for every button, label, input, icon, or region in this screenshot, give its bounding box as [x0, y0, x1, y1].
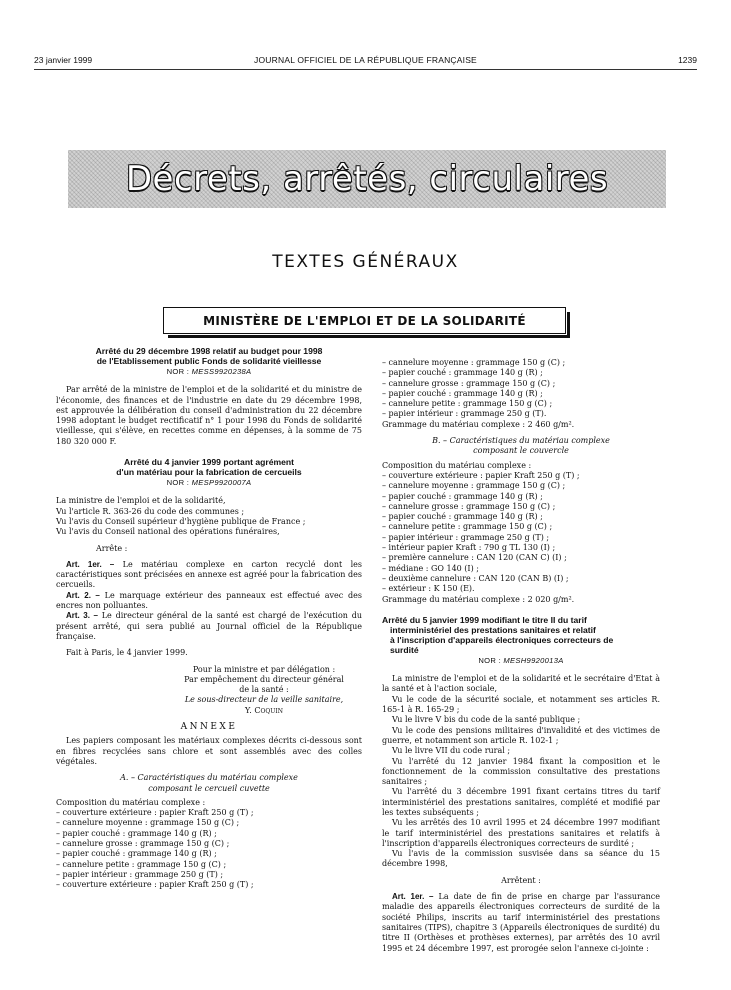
nor-label: NOR :: [166, 478, 190, 488]
subheading-line: composant le couvercle: [473, 446, 569, 456]
page-header: [34, 55, 697, 69]
article-label: Art. 1er. –: [66, 559, 115, 569]
list-item: – papier couché : grammage 140 g (R) ;: [382, 491, 543, 501]
article-paragraph: [56, 560, 362, 591]
composition-title: Composition du matériau complexe :: [56, 797, 206, 807]
nor-reference: [56, 367, 362, 377]
fait-line: Fait à Paris, le 4 janvier 1999.: [66, 648, 188, 658]
subheading-line: B. – Caractéristiques du matériau complexe: [432, 436, 610, 446]
list-item: – cannelure grosse : grammage 150 g (C) ;: [56, 838, 230, 848]
list-item: – papier couché : grammage 140 g (R) ;: [56, 828, 217, 838]
list-item: – papier couché : grammage 140 g (R) ;: [382, 368, 543, 378]
article-title-line: à l'inscription d'appareils électroniques correcteurs de: [390, 634, 614, 645]
visa-line: Vu le livre V bis du code de la santé publique ;: [392, 715, 581, 725]
visa-list: [56, 496, 362, 537]
nor-label: NOR :: [478, 655, 501, 665]
list-item: – papier couché : grammage 140 g (R) ;: [382, 388, 543, 398]
list-item: – cannelure moyenne : grammage 150 g (C) ;: [382, 358, 566, 367]
article-paragraph: [56, 611, 362, 642]
paragraph: La ministre de l'emploi et de la solidarité et le secrétaire d'Etat à la santé et à l'action sociale,: [382, 674, 660, 694]
visa-line: Vu l'avis du Conseil supérieur d'hygiène publique de France ;: [56, 516, 306, 526]
ministry-name: MINISTÈRE DE L'EMPLOI ET DE LA SOLIDARITÉ: [203, 313, 526, 328]
visa-line: Vu les arrêtés des 10 avril 1995 et 24 décembre 1997 modifiant le tarif interministériel des prestations sanitaires et relatifs à l'inscription d'appareils électroniques correcteurs de surdité ;: [382, 818, 660, 848]
article-text: La date de fin de prise en charge par l'assurance maladie des appareils électroniques correcteurs de surdité de la société Philips, inscrits au tarif interministériel des prestations sanitaires (TIPS), chapitre 3 (Appareils électroniques de surdité) du titre II (Orthèses et prothèses externes), par arrêtés des 10 avril 1995 et 24 décembre 1997, est prorogée selon l'annexe ci-jointe :: [382, 892, 661, 953]
header-rule: [34, 69, 697, 70]
visa-line: Vu l'article R. 363-26 du code des communes ;: [56, 506, 245, 516]
list-item: – cannelure grosse : grammage 150 g (C) ;: [382, 378, 556, 388]
banner-title: Décrets, arrêtés, circulaires: [125, 159, 609, 199]
list-item: – cannelure moyenne : grammage 150 g (C) ;: [56, 818, 240, 828]
subheading-line: A. – Caractéristiques du matériau complexe: [120, 773, 298, 783]
nor-code: MESH9920013A: [503, 655, 564, 665]
list-item: – cannelure petite : grammage 150 g (C) ;: [382, 399, 553, 409]
page-number: 1239: [678, 55, 697, 65]
list-item: – papier intérieur : grammage 250 g (T) ;: [56, 869, 224, 879]
header-date: 23 janvier 1999: [34, 55, 93, 65]
list-item: – papier couché : grammage 140 g (R) ;: [56, 849, 217, 859]
grammage-line: Grammage du matériau complexe : 2 020 g/m².: [382, 594, 575, 604]
list-item: – cannelure petite : grammage 150 g (C) ;: [382, 522, 553, 532]
nor-reference: [382, 656, 660, 666]
visa-line: Vu le code des pensions militaires d'invalidité et des victimes de guerre, et notamment son article R. 102-1 ;: [382, 725, 660, 745]
visa-line: Vu l'arrêté du 3 décembre 1991 fixant certains titres du tarif interministériel des prestations sanitaires, complété et modifié par les textes subséquents ;: [382, 787, 660, 817]
article-title: [56, 457, 362, 477]
paragraph: Par arrêté de la ministre de l'emploi et de la solidarité et du ministre de l'économie, des finances et de l'industrie en date du 29 décembre 1998, est approuvée la délibération du conseil d'administration du 22 décembre 1998 adoptant le budget rectificatif n° 1 pour 1998 du Fonds de solidarité vieillesse, qui s'élève, en recettes comme en dépenses, à la somme de 75 180 320 000 F.: [56, 385, 362, 446]
list-item: – cannelure petite : grammage 150 g (C) ;: [56, 859, 227, 869]
nor-code: MESP9920007A: [191, 478, 252, 488]
signer-name: Y. Coquin: [245, 705, 283, 715]
list-item: – cannelure grosse : grammage 150 g (C) ;: [382, 501, 556, 511]
left-column: [56, 346, 362, 890]
right-column: [382, 358, 660, 954]
section-title: TEXTES GÉNÉRAUX: [272, 252, 459, 272]
list-item: – deuxième cannelure : CAN 120 (CAN B) (I) ;: [382, 573, 569, 583]
list-item: – médiane : GO 140 (I) ;: [382, 563, 479, 573]
article-label: Art. 3. –: [66, 611, 98, 621]
list-item: – papier intérieur : grammage 250 g (T) ;: [382, 532, 550, 542]
ministry-box: [163, 307, 566, 334]
visa-line: Vu le code de la sécurité sociale, et notamment ses articles R. 165-1 à R. 165-29 ;: [382, 694, 660, 715]
banner: [68, 150, 666, 208]
list-item: – extérieur : K 150 (E).: [382, 584, 475, 594]
grammage-line: Grammage du matériau complexe : 2 460 g/m².: [382, 419, 575, 429]
article-title-line: Arrêté du 5 janvier 1999 modifiant le titre II du tarif: [382, 614, 587, 625]
composition-title: Composition du matériau complexe :: [382, 460, 532, 470]
paragraph: Les papiers composant les matériaux complexes décrits ci-dessous sont en fibres recyclées sans chlore et sont assemblés avec des colles végétales.: [56, 736, 362, 766]
visa-line: Vu le livre VII du code rural ;: [392, 746, 511, 756]
visa-line: La ministre de l'emploi et de la solidarité,: [56, 496, 226, 506]
article-title-line: Arrêté du 4 janvier 1999 portant agrément: [123, 457, 295, 468]
article-text: Le matériau complexe en carton recyclé dont les caractéristiques sont précisées en annexe est agréé pour la fabrication des cercueils.: [56, 559, 363, 590]
nor-reference: [56, 478, 362, 488]
article-title: [382, 615, 660, 655]
article-title: [56, 346, 362, 366]
list-item: – papier couché : grammage 140 g (R) ;: [382, 512, 543, 522]
article-label: Art. 1er. –: [392, 892, 434, 902]
article-paragraph: [56, 591, 362, 612]
article-title-line: de l'Etablissement public Fonds de solidarité vieillesse: [96, 356, 322, 366]
annex-subheading: [56, 773, 362, 794]
signer-title: Le sous-directeur de la veille sanitaire,: [184, 695, 344, 705]
signature-line: de la santé :: [239, 685, 289, 695]
article-title-line: Arrêté du 29 décembre 1998 relatif au budget pour 1998: [95, 346, 323, 356]
article-title-line: interministériel des prestations sanitaires et relatif: [390, 624, 596, 635]
arrete-heading: Arrête :: [96, 543, 128, 553]
article-label: Art. 2. –: [66, 590, 100, 600]
composition-list: [56, 808, 362, 890]
list-item: – couverture extérieure : papier Kraft 250 g (T) ;: [56, 880, 254, 890]
article-title-line: surdité: [390, 644, 419, 655]
article-text: Le directeur général de la santé est chargé de l'exécution du présent arrêté, qui sera publié au Journal officiel de la République française.: [56, 611, 363, 641]
list-item: – couverture extérieure : papier Kraft 250 g (T) ;: [382, 470, 580, 480]
article-paragraph: [382, 892, 660, 954]
subheading-line: composant le cercueil cuvette: [148, 783, 270, 793]
visa-line: Vu l'arrêté du 12 janvier 1984 fixant la composition et le fonctionnement de la commission consultative des prestations sanitaires ;: [382, 756, 660, 787]
signature-line: Pour la ministre et par délégation :: [192, 664, 336, 674]
list-item: – intérieur papier Kraft : 790 g TL 130 (I) ;: [382, 543, 556, 553]
nor-code: MESS9920238A: [191, 367, 252, 376]
arretent-heading: Arrêtent :: [501, 875, 541, 885]
list-item: – couverture extérieure : papier Kraft 250 g (T) ;: [56, 808, 254, 818]
nor-label: NOR :: [166, 367, 190, 376]
annexe-heading: ANNEXE: [180, 722, 238, 733]
list-item: – cannelure moyenne : grammage 150 g (C) ;: [382, 481, 566, 491]
composition-list: [382, 358, 660, 420]
article-title-line: d'un matériau pour la fabrication de cercueils: [116, 467, 302, 478]
list-item: – papier intérieur : grammage 250 g (T).: [382, 409, 547, 419]
signature-block: [166, 665, 362, 716]
signature-line: Par empêchement du directeur général: [184, 674, 344, 684]
header-journal: JOURNAL OFFICIEL DE LA RÉPUBLIQUE FRANÇAISE: [254, 55, 477, 65]
list-item: – première cannelure : CAN 120 (CAN C) (I) ;: [382, 553, 567, 563]
visa-line: Vu l'avis de la commission susvisée dans sa séance du 15 décembre 1998,: [382, 849, 660, 869]
annex-subheading: [382, 436, 660, 457]
composition-list: [382, 471, 660, 595]
visa-line: Vu l'avis du Conseil national des opérations funéraires,: [56, 527, 280, 537]
article-text: Le marquage extérieur des panneaux est effectué avec des encres non polluantes.: [56, 590, 363, 611]
